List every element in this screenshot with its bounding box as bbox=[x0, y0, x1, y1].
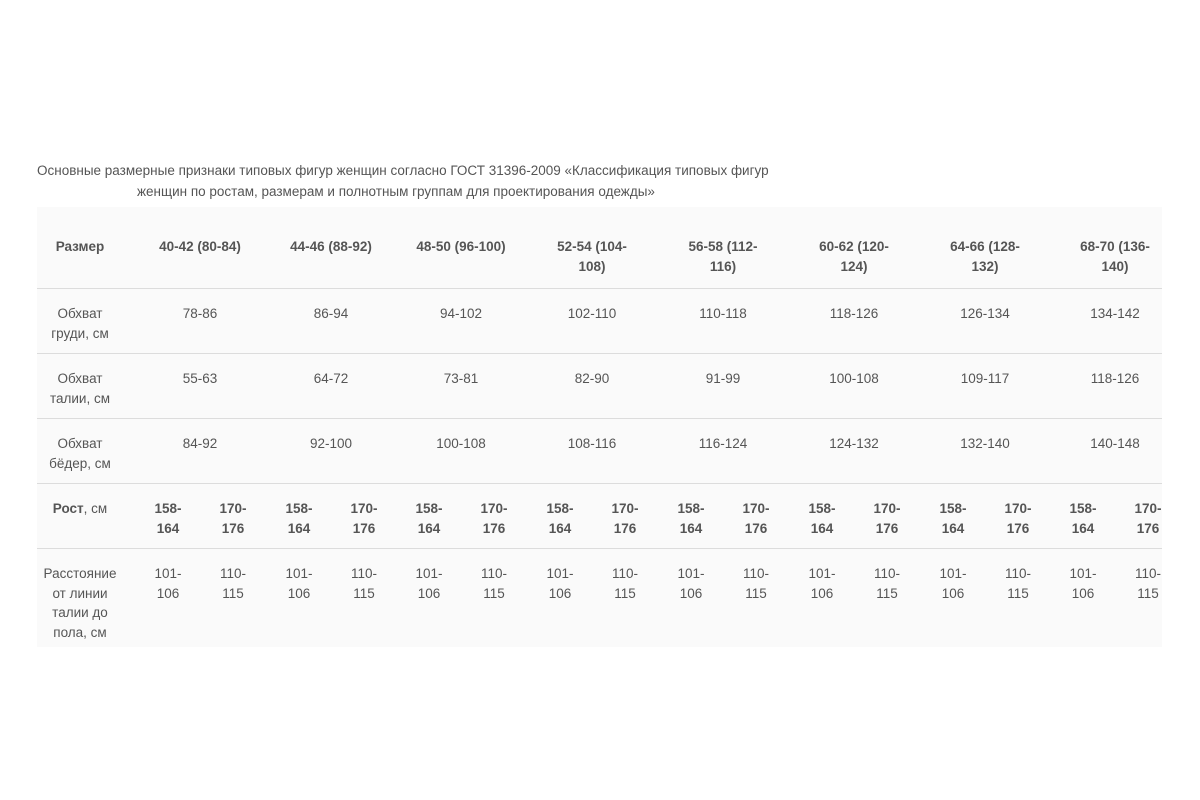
cell-value: 100-108 bbox=[436, 436, 486, 451]
height-value: 158- 164 bbox=[415, 501, 443, 536]
cell-value: 82-90 bbox=[574, 371, 610, 386]
size-header: 56-58 (112- 116) bbox=[688, 239, 758, 274]
size-header: 40-42 (80-84) bbox=[159, 239, 241, 254]
size-header: 60-62 (120- 124) bbox=[819, 239, 889, 274]
height-value: 170- 176 bbox=[350, 501, 378, 536]
cell-value: 73-81 bbox=[443, 371, 479, 386]
row-label: Обхват груди, см bbox=[51, 306, 109, 341]
distance-row bbox=[37, 549, 1162, 647]
height-value: 158- 164 bbox=[939, 501, 967, 536]
cell-value: 126-134 bbox=[960, 306, 1010, 321]
cell-value: 118-126 bbox=[829, 306, 879, 321]
cell-value: 92-100 bbox=[309, 436, 353, 451]
cell-value: 94-102 bbox=[439, 306, 483, 321]
distance-value: 101- 106 bbox=[1069, 566, 1097, 601]
cell-value: 84-92 bbox=[182, 436, 218, 451]
cell-value: 91-99 bbox=[705, 371, 741, 386]
distance-value: 101- 106 bbox=[808, 566, 836, 601]
row-label-distance: Расстояние от линии талии до пола, см bbox=[43, 566, 117, 640]
size-header: 52-54 (104- 108) bbox=[557, 239, 627, 274]
distance-value: 110- 115 bbox=[742, 566, 770, 601]
row-label: Обхват бёдер, см bbox=[49, 436, 111, 471]
distance-value: 101- 106 bbox=[546, 566, 574, 601]
distance-value: 101- 106 bbox=[415, 566, 443, 601]
height-value: 170- 176 bbox=[742, 501, 770, 536]
height-value: 158- 164 bbox=[1069, 501, 1097, 536]
table-row bbox=[37, 289, 1162, 354]
cell-value: 55-63 bbox=[182, 371, 218, 386]
cell-value: 109-117 bbox=[960, 371, 1010, 386]
height-value: 170- 176 bbox=[1134, 501, 1162, 536]
header-row bbox=[37, 207, 1162, 289]
distance-value: 101- 106 bbox=[939, 566, 967, 601]
row-label: Обхват талии, см bbox=[49, 371, 111, 406]
table-row bbox=[37, 354, 1162, 419]
height-value: 170- 176 bbox=[611, 501, 639, 536]
cell-value: 86-94 bbox=[313, 306, 349, 321]
caption-line-1: Основные размерные признаки типовых фигур женщин согласно ГОСТ 31396-2009 «Классификация типовых фигур bbox=[37, 163, 769, 178]
cell-value: 110-118 bbox=[699, 306, 747, 321]
distance-value: 110- 115 bbox=[1004, 566, 1032, 601]
cell-value: 124-132 bbox=[829, 436, 879, 451]
table-row bbox=[37, 419, 1162, 484]
size-header: 48-50 (96-100) bbox=[416, 239, 506, 254]
height-value: 158- 164 bbox=[677, 501, 705, 536]
cell-value: 100-108 bbox=[829, 371, 879, 386]
distance-value: 110- 115 bbox=[873, 566, 901, 601]
cell-value: 140-148 bbox=[1090, 436, 1140, 451]
distance-value: 101- 106 bbox=[285, 566, 313, 601]
size-header: 68-70 (136- 140) bbox=[1080, 239, 1150, 274]
cell-value: 132-140 bbox=[960, 436, 1010, 451]
cell-value: 108-116 bbox=[567, 436, 617, 451]
height-value: 170- 176 bbox=[480, 501, 508, 536]
height-value: 170- 176 bbox=[873, 501, 901, 536]
height-value: 158- 164 bbox=[808, 501, 836, 536]
height-value: 170- 176 bbox=[1004, 501, 1032, 536]
distance-value: 110- 115 bbox=[480, 566, 508, 601]
distance-value: 110- 115 bbox=[611, 566, 639, 601]
cell-value: 134-142 bbox=[1090, 306, 1140, 321]
size-header: 64-66 (128- 132) bbox=[950, 239, 1020, 274]
distance-value: 110- 115 bbox=[219, 566, 247, 601]
cell-value: 118-126 bbox=[1090, 371, 1140, 386]
cell-value: 116-124 bbox=[698, 436, 748, 451]
distance-value: 110- 115 bbox=[350, 566, 378, 601]
distance-value: 110- 115 bbox=[1134, 566, 1162, 601]
size-header: 44-46 (88-92) bbox=[290, 239, 372, 254]
height-value: 158- 164 bbox=[285, 501, 313, 536]
distance-value: 101- 106 bbox=[677, 566, 705, 601]
distance-value: 101- 106 bbox=[154, 566, 182, 601]
height-value: 170- 176 bbox=[219, 501, 247, 536]
height-row bbox=[37, 484, 1162, 549]
size-table bbox=[37, 207, 1162, 647]
table-caption bbox=[37, 160, 797, 202]
height-value: 158- 164 bbox=[546, 501, 574, 536]
cell-value: 64-72 bbox=[313, 371, 349, 386]
header-label-size: Размер bbox=[55, 239, 105, 254]
cell-value: 102-110 bbox=[567, 306, 617, 321]
cell-value: 78-86 bbox=[182, 306, 218, 321]
row-label-height: Рост, см bbox=[52, 501, 108, 516]
height-value: 158- 164 bbox=[154, 501, 182, 536]
caption-line-2: женщин по ростам, размерам и полнотным группам для проектирования одежды» bbox=[137, 184, 655, 199]
